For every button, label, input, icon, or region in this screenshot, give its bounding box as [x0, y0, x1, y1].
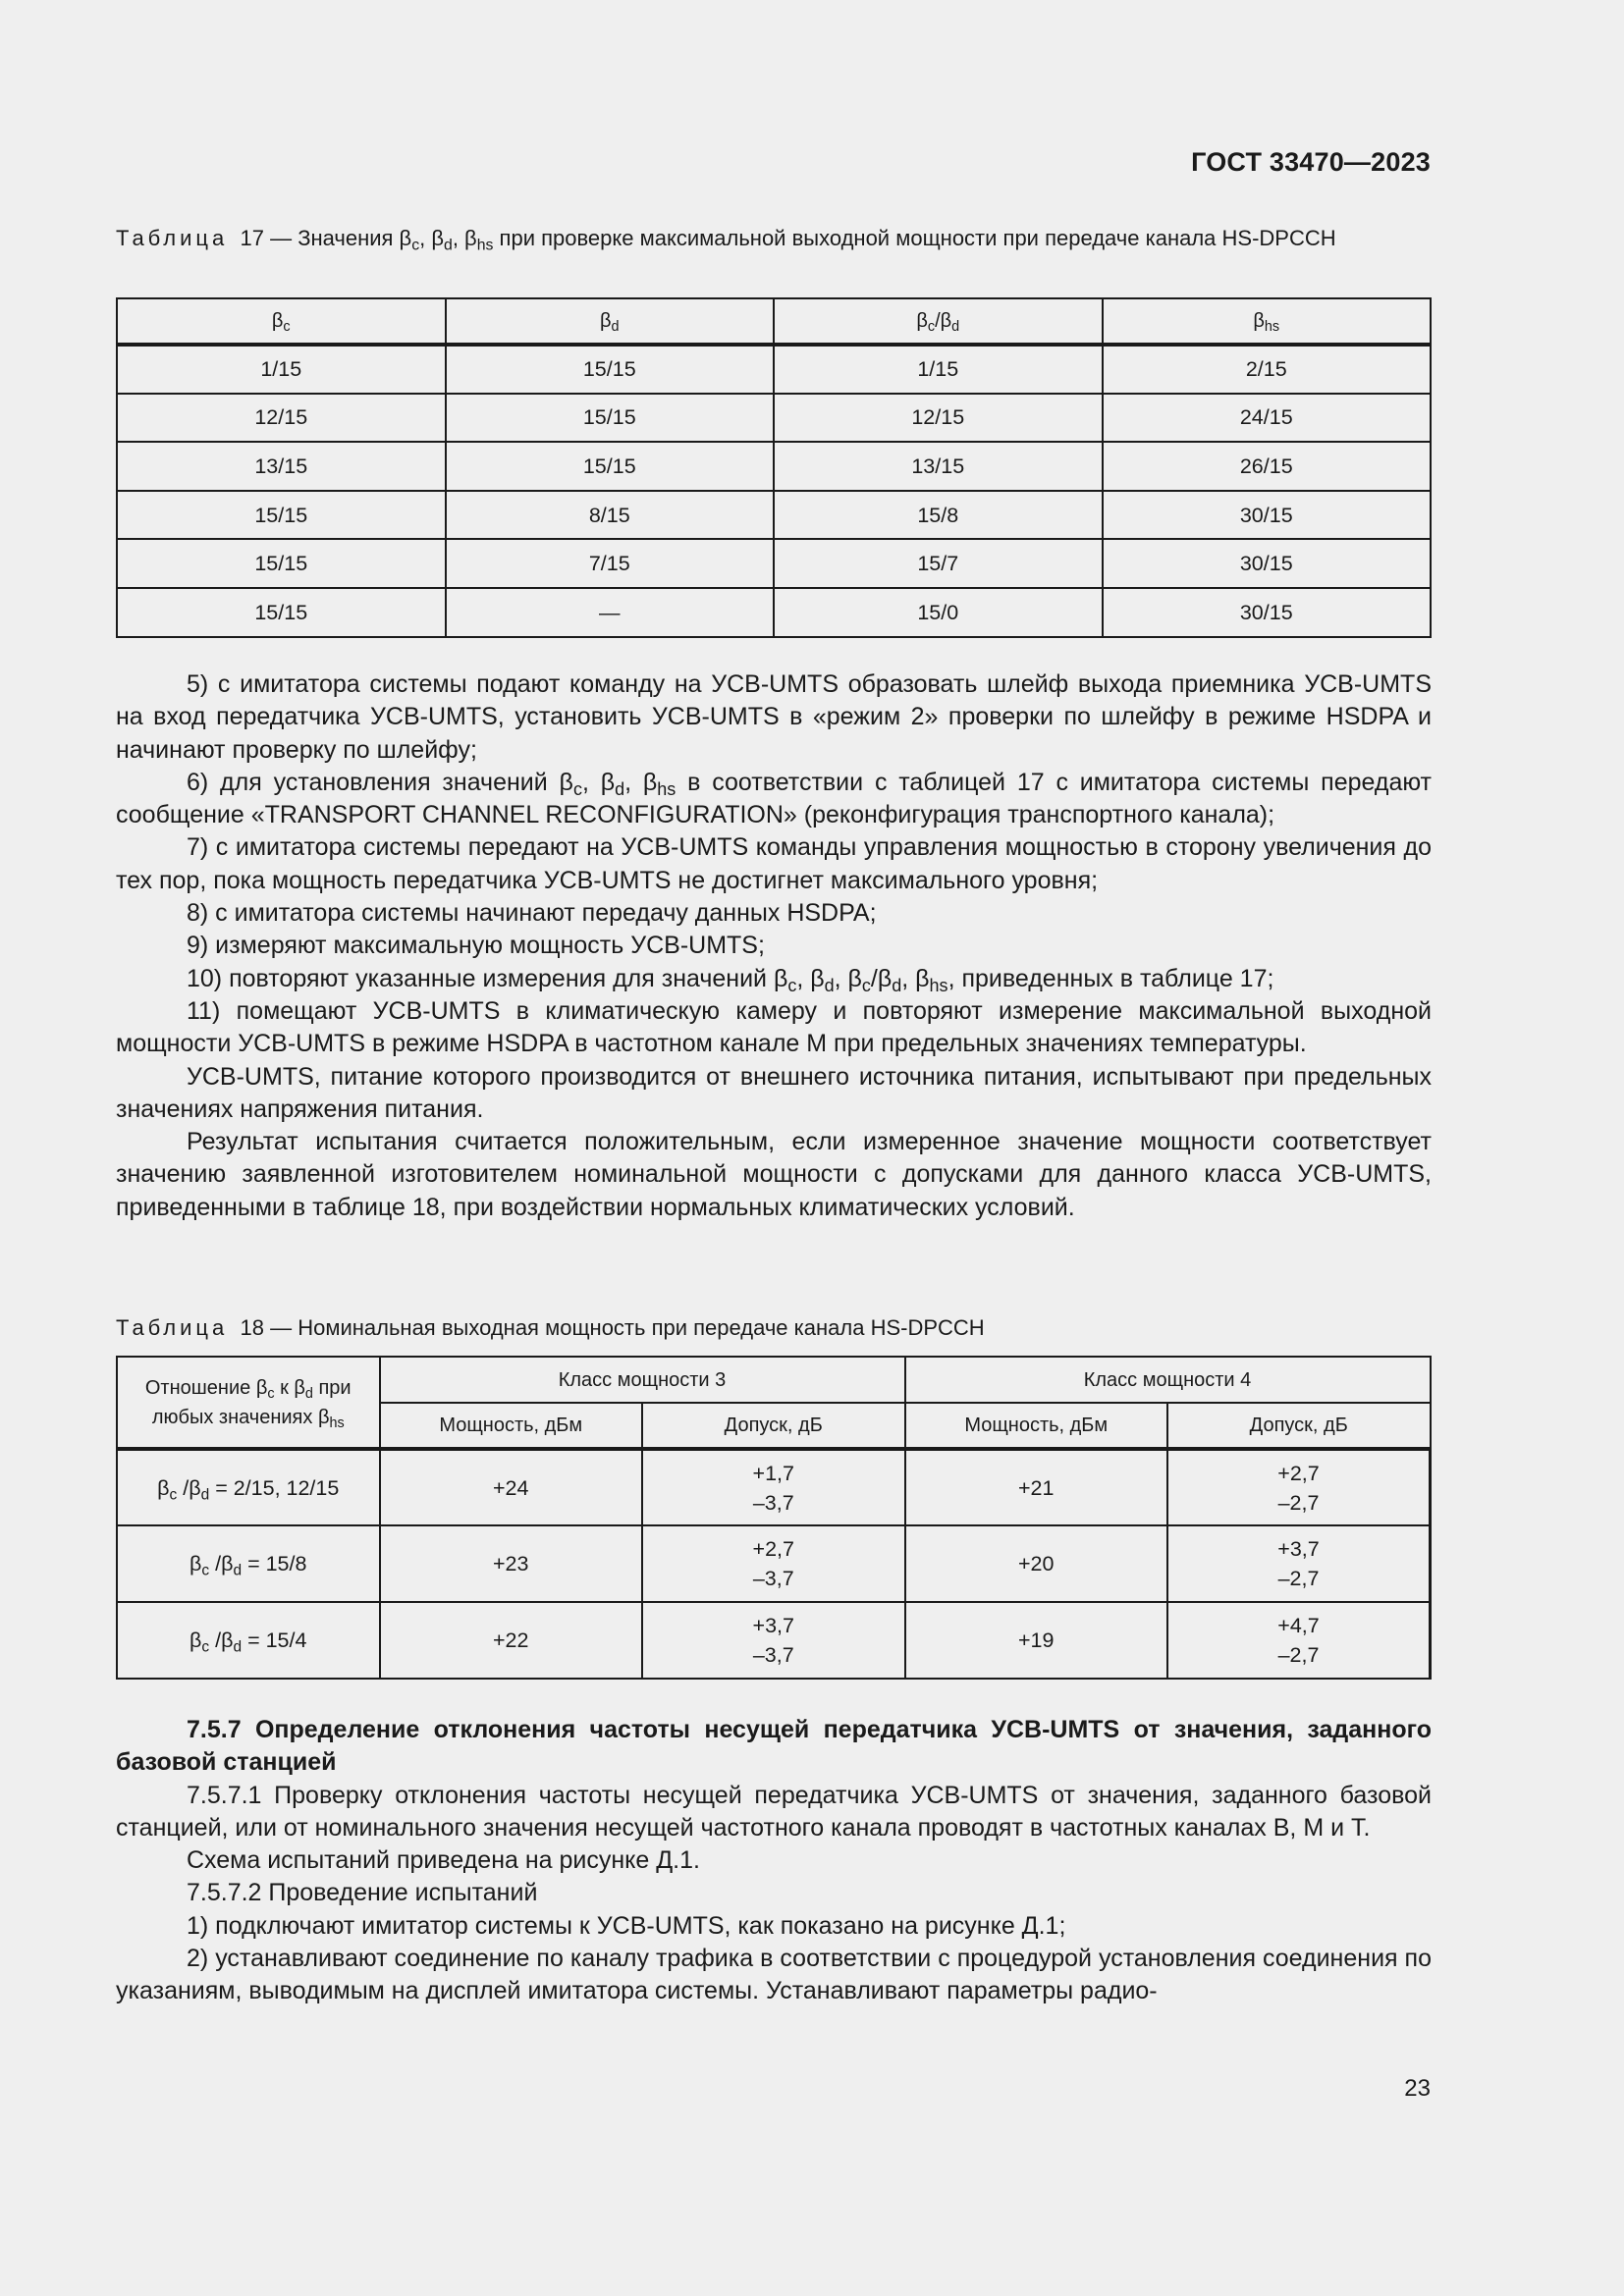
table-cell: 26/15 — [1103, 442, 1432, 491]
table-cell: 12/15 — [117, 394, 446, 443]
class4-tolerance-cell — [1167, 1602, 1431, 1679]
table17-col-beta-d: $\beta_d$ — [446, 298, 775, 345]
table17-caption-prefix: Таблица — [116, 226, 229, 250]
table-cell: 7/15 — [446, 539, 775, 588]
paragraph: 11) помещают УСВ-UMTS в климатическую камеру и повторяют измерение максимальной выходной мощности УСВ-UMTS в режиме HSDPA в частотном канале М при предельных значениях температуры. — [116, 996, 1432, 1058]
paragraph: 7) с имитатора системы передают на УСВ-UMTS команды управления мощностью в сторону увеличения до тех пор, пока мощность передатчика УСВ-UMTS не достигнет максимального уровня; — [116, 833, 1432, 894]
table-row — [117, 442, 1431, 491]
table-cell: — — [446, 588, 775, 637]
table-cell: 1/15 — [117, 345, 446, 394]
table17-header-row — [117, 298, 1431, 345]
table-cell: 15/15 — [117, 539, 446, 588]
table-row — [117, 1602, 1431, 1679]
section-heading: 7.5.7 Определение отклонения частоты несущей передатчика УСВ-UMTS от значения, заданного базовой станцией — [116, 1716, 1432, 1777]
table17-col-beta-c-d: $\beta_c/\beta_d$ — [774, 298, 1103, 345]
table-cell: 1/15 — [774, 345, 1103, 394]
table-row — [117, 1449, 1431, 1525]
tolerance-minus: –2,7 — [1277, 1490, 1320, 1515]
class3-power-cell: +22 — [380, 1602, 643, 1679]
tolerance-minus: –3,7 — [752, 1490, 794, 1515]
table-cell: 13/15 — [117, 442, 446, 491]
table17-col-beta-hs: $\beta_{hs}$ — [1103, 298, 1432, 345]
table-cell: 30/15 — [1103, 539, 1432, 588]
table-cell: 30/15 — [1103, 491, 1432, 540]
table18-caption-text: 18 — Номинальная выходная мощность при передаче канала HS-DPCCH — [240, 1315, 985, 1340]
tolerance-minus: –3,7 — [752, 1643, 794, 1667]
table-row — [117, 491, 1431, 540]
class3-power-cell: +24 — [380, 1449, 643, 1525]
class4-power-cell: +21 — [905, 1449, 1168, 1525]
table-cell: 15/15 — [117, 491, 446, 540]
tolerance-plus: +4,7 — [1277, 1614, 1320, 1637]
table18-class3-power-header: Мощность, дБм — [380, 1403, 643, 1449]
paragraph: 2) устанавливают соединение по каналу трафика в соответствии с процедурой установления соединения по указаниям, выводимым на дисплей имитатора системы. Устанавливают параметры радио- — [116, 1945, 1432, 2005]
table18 — [116, 1356, 1432, 1680]
tolerance-minus: –2,7 — [1277, 1643, 1320, 1667]
class4-power-cell: +20 — [905, 1525, 1168, 1602]
tolerance-minus: –2,7 — [1277, 1567, 1320, 1590]
table-cell: 24/15 — [1103, 394, 1432, 443]
table-row — [117, 539, 1431, 588]
table-cell: 15/15 — [446, 394, 775, 443]
class3-tolerance-cell — [642, 1449, 905, 1525]
table-cell: 15/8 — [774, 491, 1103, 540]
table-cell: 15/7 — [774, 539, 1103, 588]
table18-class4-tol-header: Допуск, дБ — [1167, 1403, 1431, 1449]
table18-class4-power-header: Мощность, дБм — [905, 1403, 1168, 1449]
table-row — [117, 1525, 1431, 1602]
ratio-cell: $\beta_c$ $/\beta_d = 2/15$, 12/15 — [117, 1449, 380, 1525]
ratio-cell: $\beta_c$ $/\beta_d = 15/4$ — [117, 1602, 380, 1679]
paragraph: 7.5.7.1 Проверку отклонения частоты несущей передатчика УСВ-UMTS от значения, заданного базовой станцией, или от номинального значения несущей частотного канала проводят в частотных каналах В, М и Т. — [116, 1781, 1432, 1842]
paragraph: 1) подключают имитатор системы к УСВ-UMTS, как показано на рисунке Д.1; — [187, 1911, 1066, 1940]
table17-caption — [116, 224, 1432, 253]
table-row — [117, 394, 1431, 443]
body-text-procedure — [116, 668, 1432, 1224]
tolerance-plus: +2,7 — [752, 1537, 794, 1561]
table-cell: 15/15 — [446, 442, 775, 491]
table18-corner-header: Отношение $\beta_c$ к $\beta_d$ при любых значениях $\beta_{hs}$ — [117, 1357, 380, 1449]
paragraph: 8) с имитатора системы начинают передачу данных HSDPA; — [187, 899, 877, 928]
paragraph: Схема испытаний приведена на рисунке Д.1. — [187, 1846, 700, 1875]
table17-col-beta-c: $\beta_c$ — [117, 298, 446, 345]
table-row — [117, 588, 1431, 637]
table18-caption — [116, 1313, 1432, 1343]
table-cell: 15/0 — [774, 588, 1103, 637]
ratio-cell: $\beta_c$ $/\beta_d = 15/8$ — [117, 1525, 380, 1602]
class4-tolerance-cell — [1167, 1525, 1431, 1602]
table18-caption-prefix: Таблица — [116, 1315, 229, 1340]
table18-class4-header: Класс мощности 4 — [905, 1357, 1431, 1403]
body-text-section-7-5-7 — [116, 1714, 1432, 2008]
table18-class3-header: Класс мощности 3 — [380, 1357, 905, 1403]
table17 — [116, 297, 1432, 638]
class3-tolerance-cell — [642, 1525, 905, 1602]
table-cell: 12/15 — [774, 394, 1103, 443]
table-cell: 8/15 — [446, 491, 775, 540]
paragraph: Результат испытания считается положительным, если измеренное значение мощности соответствует значению заявленной изготовителем номинальной мощности с допусками для данного класса УСВ-UMTS, приведенными в таблице 18, при воздействии нормальных климатических условий. — [116, 1128, 1432, 1221]
tolerance-plus: +2,7 — [1277, 1461, 1320, 1485]
paragraph: 6) для установления значений $\beta_c$, $\beta_d$, $\beta_{hs}$ в соответствии с таблицей 17 с имитатора системы передают сообщение «TRANSPORT CHANNEL RECONFIGURATION» (реконфигурация транспортного канала); — [116, 768, 1432, 829]
table-cell: 13/15 — [774, 442, 1103, 491]
tolerance-plus: +3,7 — [1277, 1537, 1320, 1561]
table18-header-row-1 — [117, 1357, 1431, 1403]
paragraph: УСВ-UMTS, питание которого производится от внешнего источника питания, испытывают при предельных значениях напряжения питания. — [116, 1062, 1432, 1123]
paragraph: 10) повторяют указанные измерения для значений $\beta_c$, $\beta_d$, $\beta_c/\beta_d$, $\beta_{hs}$, приведенных в таблице 17; — [187, 964, 1274, 995]
table-cell: 15/15 — [117, 588, 446, 637]
tolerance-minus: –3,7 — [752, 1567, 794, 1590]
table-cell: 2/15 — [1103, 345, 1432, 394]
tolerance-plus: +1,7 — [752, 1461, 794, 1485]
tolerance-plus: +3,7 — [752, 1614, 794, 1637]
class4-power-cell: +19 — [905, 1602, 1168, 1679]
class3-power-cell: +23 — [380, 1525, 643, 1602]
table18-class3-tol-header: Допуск, дБ — [642, 1403, 905, 1449]
table17-caption-text: 17 — Значения $\beta_c$, $\beta_d$, $\beta_{hs}$ при проверке максимальной выходной мощности при передаче канала HS-DPCCH — [240, 226, 1336, 254]
page-number: 23 — [1404, 2075, 1431, 2102]
paragraph: 9) измеряют максимальную мощность УСВ-UMTS; — [187, 932, 765, 960]
standard-designation: ГОСТ 33470—2023 — [1191, 147, 1431, 177]
class4-tolerance-cell — [1167, 1449, 1431, 1525]
table-cell: 30/15 — [1103, 588, 1432, 637]
paragraph: 5) с имитатора системы подают команду на УСВ-UMTS образовать шлейф выхода приемника УСВ-UMTS на вход передатчика УСВ-UMTS, установить УСВ-UMTS в «режим 2» проверки по шлейфу в режиме HSDPA и начинают проверку по шлейфу; — [116, 670, 1432, 764]
class3-tolerance-cell — [642, 1602, 905, 1679]
paragraph: 7.5.7.2 Проведение испытаний — [187, 1879, 538, 1907]
table-cell: 15/15 — [446, 345, 775, 394]
table-row — [117, 345, 1431, 394]
